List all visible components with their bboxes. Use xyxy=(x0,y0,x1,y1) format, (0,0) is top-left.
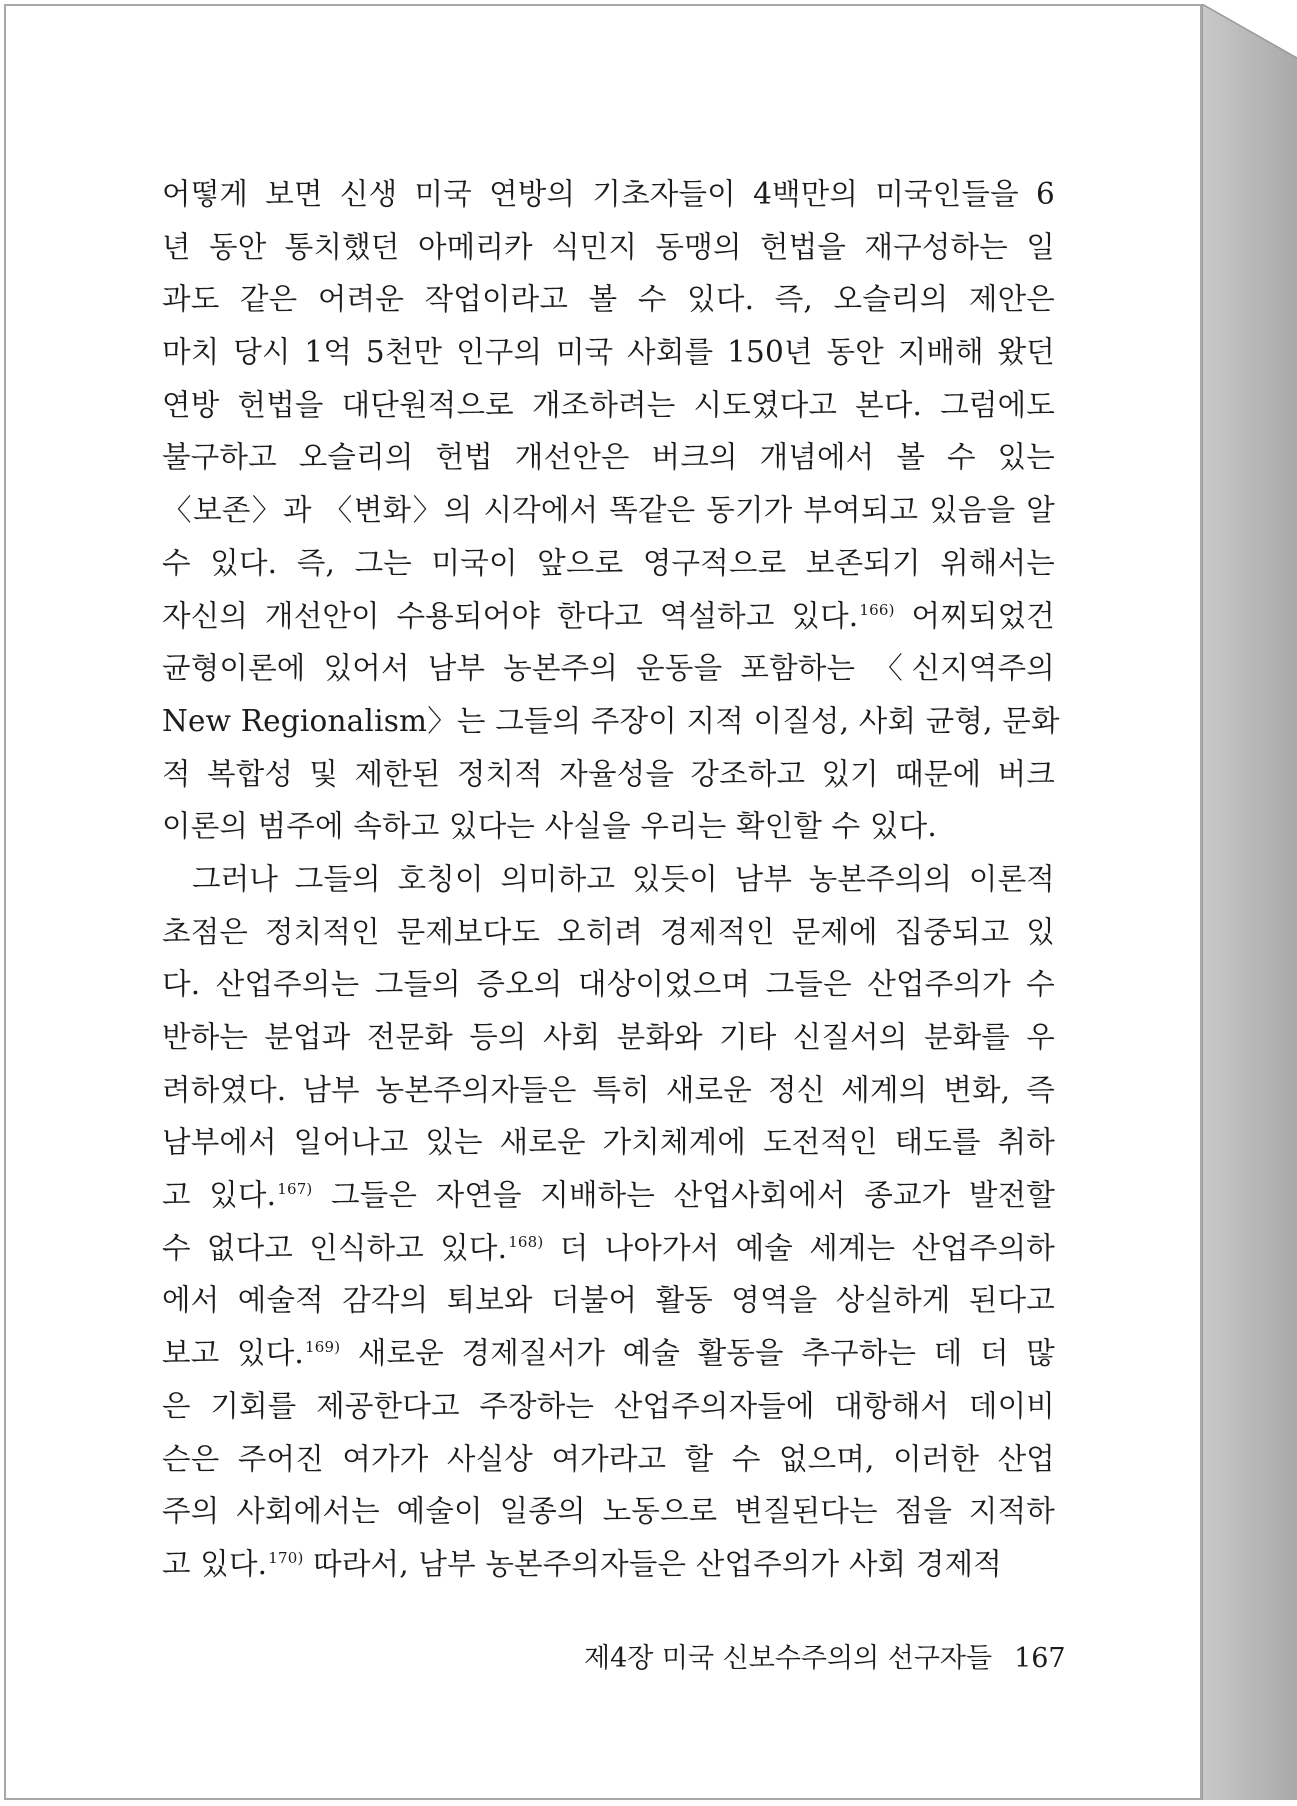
text-line xyxy=(162,1116,1055,1169)
text-line xyxy=(162,1538,1055,1591)
text-line xyxy=(162,273,1055,326)
book-page xyxy=(4,4,1202,1800)
line-text: 〈보존〉과 〈변화〉의 시각에서 똑같은 동기가 부여되고 있음을 알 xyxy=(162,493,1055,528)
line-text: 그러나 그들의 호칭이 의미하고 있듯이 남부 농본주의의 이론적 xyxy=(192,861,1055,896)
line-text: 초점은 정치적인 문제보다도 오히려 경제적인 문제에 집중되고 있 xyxy=(162,914,1055,949)
text-line xyxy=(162,537,1055,590)
text-line xyxy=(162,642,1055,695)
footnote-ref: 170) xyxy=(268,1549,304,1568)
text-line xyxy=(162,1327,1055,1380)
text-line xyxy=(162,748,1055,801)
line-text: 년 동안 통치했던 아메리카 식민지 동맹의 헌법을 재구성하는 일 xyxy=(162,229,1055,264)
text-line xyxy=(162,484,1055,537)
line-text: 주의 사회에서는 예술이 일종의 노동으로 변질된다는 점을 지적하 xyxy=(162,1494,1055,1529)
line-text: 고 있다. xyxy=(162,1546,268,1581)
running-footer xyxy=(584,1639,1066,1679)
footnote-ref: 169) xyxy=(304,1338,341,1357)
text-line xyxy=(162,1064,1055,1117)
text-line xyxy=(162,695,1060,748)
line-text: 자신의 개선안이 수용되어야 한다고 역설하고 있다. xyxy=(162,598,859,633)
text-line xyxy=(162,906,1055,959)
body-text xyxy=(162,168,1060,1591)
text-line xyxy=(162,168,1055,221)
line-text: 고 있다. xyxy=(162,1178,277,1213)
footnote-ref: 166) xyxy=(859,600,895,619)
line-text: New Regionalism〉는 그들의 주장이 지적 이질성, 사회 균형, 문화 xyxy=(162,703,1060,738)
line-text-continued: 어찌되었건 xyxy=(894,598,1056,633)
text-line xyxy=(162,326,1055,379)
paragraph xyxy=(162,853,1055,1591)
line-text: 보고 있다. xyxy=(162,1336,304,1371)
text-line xyxy=(162,958,1055,1011)
text-line xyxy=(162,1485,1055,1538)
line-text: 은 기회를 제공한다고 주장하는 산업주의자들에 대항해서 데이비 xyxy=(162,1388,1055,1423)
text-line xyxy=(162,1169,1055,1222)
line-text-continued: 더 나아가서 예술 세계는 산업주의하 xyxy=(543,1230,1055,1265)
line-text: 남부에서 일어나고 있는 새로운 가치체계에 도전적인 태도를 취하 xyxy=(162,1125,1055,1160)
line-text: 슨은 주어진 여가가 사실상 여가라고 할 수 없으며, 이러한 산업 xyxy=(162,1441,1055,1476)
paragraph xyxy=(162,168,1060,853)
line-text: 에서 예술적 감각의 퇴보와 더불어 활동 영역을 상실하게 된다고 xyxy=(162,1283,1055,1318)
text-line xyxy=(162,1274,1055,1327)
line-text: 어떻게 보면 신생 미국 연방의 기초자들이 4백만의 미국인들을 6 xyxy=(162,177,1055,211)
line-text: 과도 같은 어려운 작업이라고 볼 수 있다. 즉, 오슬리의 제안은 xyxy=(162,282,1055,317)
text-line xyxy=(162,379,1055,432)
line-text: 수 있다. 즉, 그는 미국이 앞으로 영구적으로 보존되기 위해서는 xyxy=(162,545,1055,580)
text-line xyxy=(162,853,1055,906)
line-text: 균형이론에 있어서 남부 농본주의 운동을 포함하는 〈신지역주의 xyxy=(162,651,1055,686)
page-edge-shading xyxy=(1202,4,1297,1800)
text-line xyxy=(162,221,1055,274)
line-text-continued: 그들은 자연을 지배하는 산업사회에서 종교가 발전할 xyxy=(312,1178,1055,1213)
line-text: 마치 당시 1억 5천만 인구의 미국 사회를 150년 동안 지배해 왔던 xyxy=(162,335,1055,370)
text-line xyxy=(162,1011,1055,1064)
line-text-continued: 따라서, 남부 농본주의자들은 산업주의가 사회 경제적 xyxy=(303,1546,1002,1581)
line-text: 다. 산업주의는 그들의 증오의 대상이었으며 그들은 산업주의가 수 xyxy=(162,967,1055,1002)
footnote-ref: 168) xyxy=(508,1232,544,1251)
line-text: 적 복합성 및 제한된 정치적 자율성을 강조하고 있기 때문에 버크 xyxy=(162,756,1055,791)
text-line xyxy=(162,1433,1055,1486)
line-text: 연방 헌법을 대단원적으로 개조하려는 시도였다고 본다. 그럼에도 xyxy=(162,387,1055,422)
page-number: 167 xyxy=(1014,1643,1066,1674)
footnote-ref: 167) xyxy=(277,1180,313,1199)
line-text-continued: 새로운 경제질서가 예술 활동을 추구하는 데 더 많 xyxy=(340,1336,1055,1371)
text-line xyxy=(162,1380,1055,1433)
line-text: 이론의 범주에 속하고 있다는 사실을 우리는 확인할 수 있다. xyxy=(162,809,937,844)
line-text: 반하는 분업과 전문화 등의 사회 분화와 기타 신질서의 분화를 우 xyxy=(162,1020,1055,1054)
line-text: 불구하고 오슬리의 헌법 개선안은 버크의 개념에서 볼 수 있는 xyxy=(162,440,1055,475)
text-line xyxy=(162,431,1055,484)
line-text: 려하였다. 남부 농본주의자들은 특히 새로운 정신 세계의 변화, 즉 xyxy=(162,1072,1055,1107)
line-text: 수 없다고 인식하고 있다. xyxy=(162,1230,508,1265)
text-line xyxy=(162,1222,1055,1275)
text-line xyxy=(162,800,1055,853)
text-line xyxy=(162,590,1055,643)
chapter-title: 제4장 미국 신보수주의의 선구자들 xyxy=(584,1643,993,1674)
